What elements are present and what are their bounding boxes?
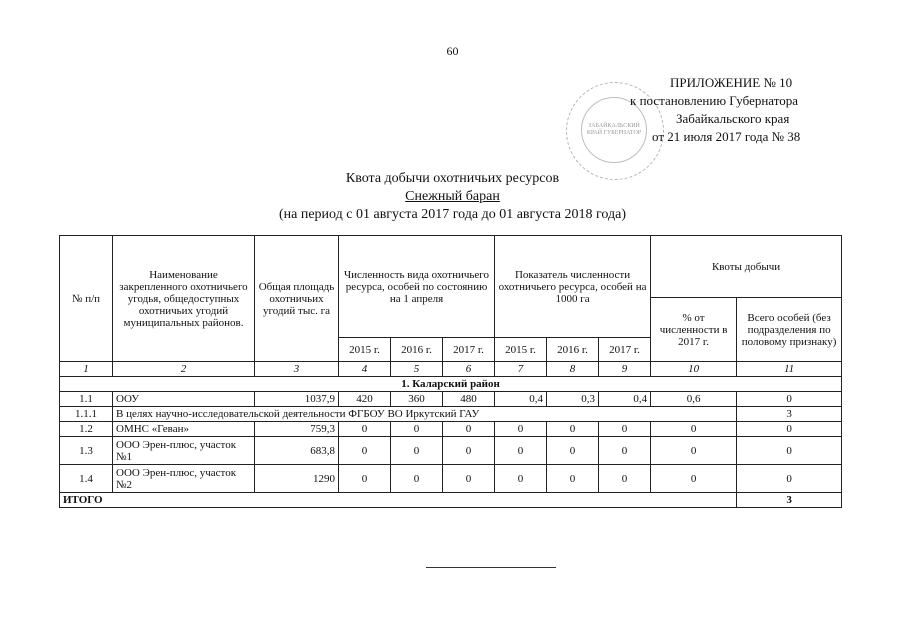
row-name: ООО Эрен-плюс, участок №2 <box>113 465 255 493</box>
row-pop-2017: 0 <box>443 437 495 465</box>
row-pop-2015: 0 <box>339 422 391 437</box>
header-pop-2015: 2015 г. <box>339 338 391 362</box>
row-pop-2016: 360 <box>391 392 443 407</box>
row-pct: 0,6 <box>651 392 737 407</box>
row-den-2015: 0 <box>495 422 547 437</box>
row-pop-2016: 0 <box>391 465 443 493</box>
col-number: 11 <box>737 362 842 377</box>
row-num: 1.4 <box>60 465 113 493</box>
row-total: 0 <box>737 422 842 437</box>
row-den-2017: 0,4 <box>599 392 651 407</box>
col-number: 9 <box>599 362 651 377</box>
row-den-2016: 0,3 <box>547 392 599 407</box>
total-value: 3 <box>737 493 842 508</box>
seal-text: ЗАБАЙКАЛЬСКИЙ КРАЙ ГУБЕРНАТОР <box>581 97 647 163</box>
header-den-2015: 2015 г. <box>495 338 547 362</box>
header-density: Показатель численности охотничьего ресурса, особей на 1000 га <box>495 236 651 338</box>
header-quotas: Квоты добычи <box>651 236 842 298</box>
row-pct: 0 <box>651 422 737 437</box>
row-num: 1.2 <box>60 422 113 437</box>
row-area: 1037,9 <box>255 392 339 407</box>
col-number: 8 <box>547 362 599 377</box>
total-label: ИТОГО <box>60 493 737 508</box>
row-num: 1.3 <box>60 437 113 465</box>
col-number: 5 <box>391 362 443 377</box>
header-num: № п/п <box>60 236 113 362</box>
header-population: Численность вида охотничьего ресурса, особей по состоянию на 1 апреля <box>339 236 495 338</box>
row-den-2015: 0 <box>495 437 547 465</box>
period-line: (на период с 01 августа 2017 года до 01 августа 2018 года) <box>278 207 626 222</box>
table-row-research <box>60 407 842 422</box>
row-den-2015: 0 <box>495 465 547 493</box>
document-title <box>0 170 905 224</box>
row-total: 0 <box>737 465 842 493</box>
row-den-2016: 0 <box>547 437 599 465</box>
section-row <box>60 377 842 392</box>
row-den-2017: 0 <box>599 465 651 493</box>
col-number: 10 <box>651 362 737 377</box>
column-number-row <box>60 362 842 377</box>
row-den-2017: 0 <box>599 422 651 437</box>
header-den-2017: 2017 г. <box>599 338 651 362</box>
row-pop-2017: 480 <box>443 392 495 407</box>
row-den-2017: 0 <box>599 437 651 465</box>
row-pop-2015: 420 <box>339 392 391 407</box>
header-total: Всего особей (без подразделения по половому признаку) <box>737 298 842 362</box>
row-num: 1.1 <box>60 392 113 407</box>
row-total: 3 <box>737 407 842 422</box>
appendix-line-2: Забайкальского края <box>676 111 790 126</box>
row-den-2016: 0 <box>547 465 599 493</box>
row-area: 759,3 <box>255 422 339 437</box>
header-den-2016: 2016 г. <box>547 338 599 362</box>
col-number: 2 <box>113 362 255 377</box>
total-row <box>60 493 842 508</box>
row-num: 1.1.1 <box>60 407 113 422</box>
header-pct: % от численности в 2017 г. <box>651 298 737 362</box>
col-number: 3 <box>255 362 339 377</box>
row-den-2016: 0 <box>547 422 599 437</box>
appendix-block <box>630 74 800 146</box>
row-pop-2017: 0 <box>443 465 495 493</box>
row-pop-2015: 0 <box>339 437 391 465</box>
footer-divider <box>426 567 556 568</box>
table-row <box>60 465 842 493</box>
row-pop-2017: 0 <box>443 422 495 437</box>
row-total: 0 <box>737 392 842 407</box>
quota-table <box>59 235 842 508</box>
row-pop-2016: 0 <box>391 437 443 465</box>
appendix-title: ПРИЛОЖЕНИЕ № 10 <box>670 75 793 90</box>
row-pop-2016: 0 <box>391 422 443 437</box>
row-total: 0 <box>737 437 842 465</box>
row-name: ООУ <box>113 392 255 407</box>
header-pop-2016: 2016 г. <box>391 338 443 362</box>
table-row <box>60 437 842 465</box>
row-den-2015: 0,4 <box>495 392 547 407</box>
header-area: Общая площадь охотничьих угодий тыс. га <box>255 236 339 362</box>
row-research-text: В целях научно-исследовательской деятельности ФГБОУ ВО Иркутский ГАУ <box>113 407 737 422</box>
appendix-line-3: от 21 июля 2017 года № 38 <box>652 129 801 144</box>
row-pct: 0 <box>651 465 737 493</box>
species-name: Снежный баран <box>405 189 500 204</box>
row-pop-2015: 0 <box>339 465 391 493</box>
header-name: Наименование закрепленного охотничьего угодья, общедоступных охотничьих угодий муниципальных районов. <box>113 236 255 362</box>
row-name: ОМНС «Геван» <box>113 422 255 437</box>
title-line: Квота добычи охотничьих ресурсов <box>345 171 560 186</box>
header-pop-2017: 2017 г. <box>443 338 495 362</box>
appendix-line-1: к постановлению Губернатора <box>630 93 799 108</box>
page-number: 60 <box>446 44 459 58</box>
col-number: 4 <box>339 362 391 377</box>
section-title: 1. Каларский район <box>60 377 842 392</box>
col-number: 1 <box>60 362 113 377</box>
row-pct: 0 <box>651 437 737 465</box>
row-name: ООО Эрен-плюс, участок №1 <box>113 437 255 465</box>
col-number: 6 <box>443 362 495 377</box>
row-area: 683,8 <box>255 437 339 465</box>
col-number: 7 <box>495 362 547 377</box>
table-row <box>60 422 842 437</box>
row-area: 1290 <box>255 465 339 493</box>
table-row <box>60 392 842 407</box>
